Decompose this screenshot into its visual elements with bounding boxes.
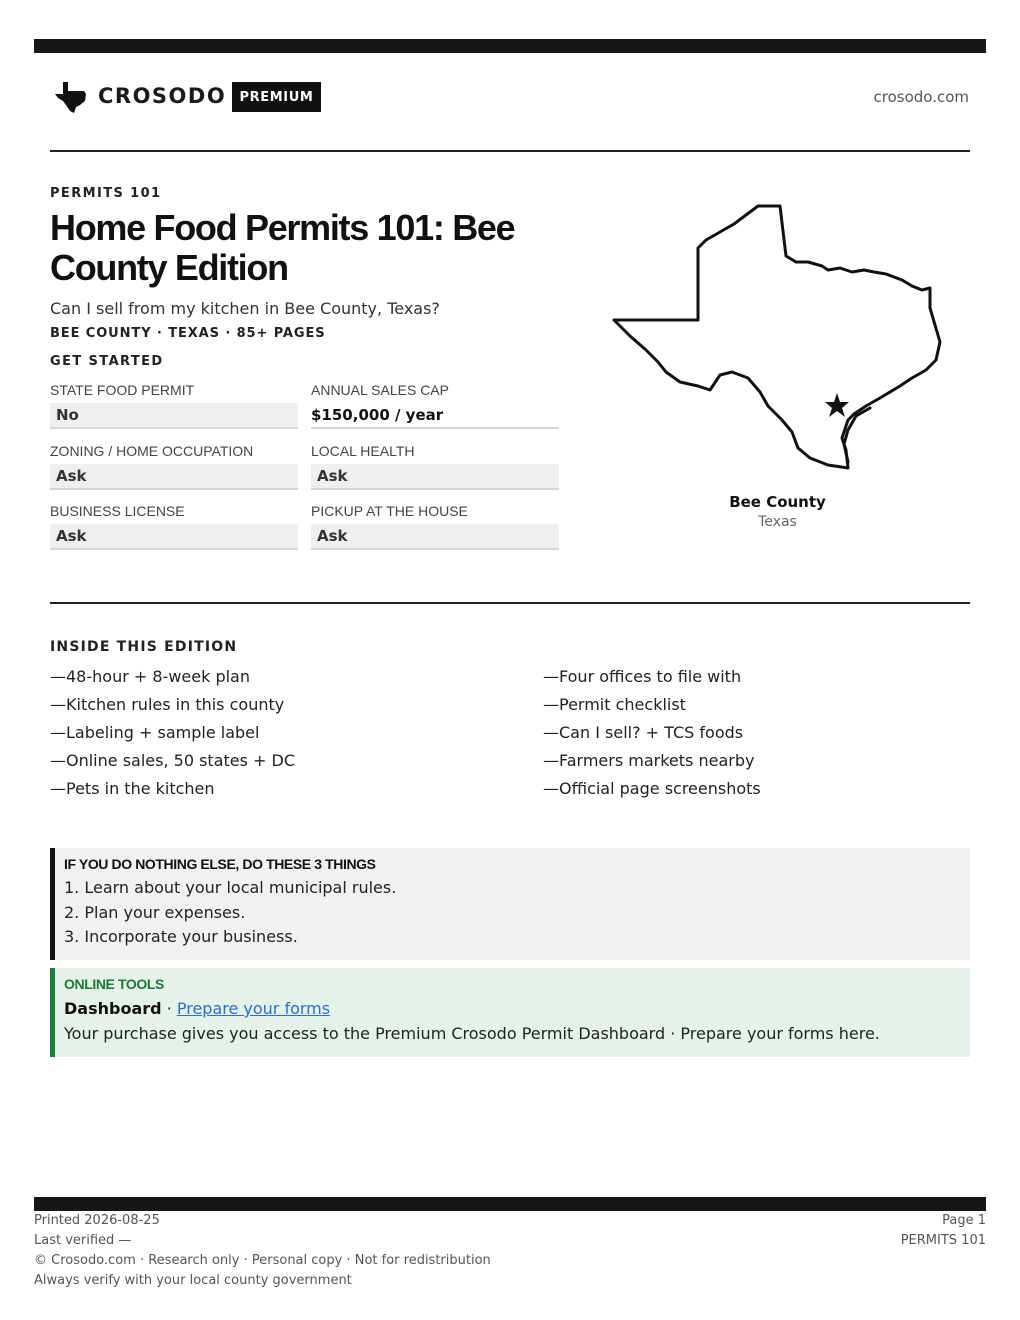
brand-logo[interactable]: [54, 80, 88, 114]
field-pickup: [311, 503, 559, 550]
callout-item: 2. Plan your expenses.: [64, 902, 246, 922]
field-state-food-permit: [50, 382, 298, 429]
premium-badge: PREMIUM: [232, 82, 321, 112]
bottom-bar: [34, 1197, 986, 1211]
priority-callout: [50, 848, 970, 960]
list-item: —Labeling + sample label: [50, 723, 260, 742]
footer-left: [34, 1211, 491, 1291]
page-subtitle: Can I sell from my kitchen in Bee County, Texas?: [50, 299, 440, 318]
page-meta: BEE COUNTY · TEXAS · 85+ PAGES: [50, 326, 326, 341]
section-divider: [50, 602, 970, 604]
footer-section: PERMITS 101: [900, 1233, 986, 1248]
section-kicker: PERMITS 101: [50, 186, 162, 201]
texas-map: [610, 200, 950, 484]
texas-star-icon: [54, 80, 88, 114]
footer-verified: Last verified —: [34, 1233, 132, 1248]
tools-description: Your purchase gives you access to the Premium Crosodo Permit Dashboard · Prepare your forms here.: [64, 1024, 880, 1043]
list-item: —Pets in the kitchen: [50, 779, 215, 798]
map-county-label: Bee County: [729, 493, 826, 511]
list-item: —Can I sell? + TCS foods: [543, 723, 744, 742]
field-zoning: [50, 443, 298, 490]
header-divider: [50, 150, 970, 152]
page-title: Home Food Permits 101: Bee County Edition: [50, 207, 515, 288]
footer-copyright: © Crosodo.com · Research only · Personal copy · Not for redistribution: [34, 1253, 491, 1268]
field-value: No: [50, 403, 298, 429]
list-item: —48-hour + 8-week plan: [50, 667, 250, 686]
site-url[interactable]: crosodo.com: [873, 88, 969, 106]
list-item: —Farmers markets nearby: [543, 751, 755, 770]
list-item: —Official page screenshots: [543, 779, 761, 798]
field-local-health: [311, 443, 559, 490]
field-label: ANNUAL SALES CAP: [311, 382, 449, 398]
field-value: $150,000 / year: [311, 403, 559, 429]
texas-outline-icon: [610, 200, 950, 480]
field-value: Ask: [311, 464, 559, 490]
field-value: Ask: [50, 524, 298, 550]
list-item: —Online sales, 50 states + DC: [50, 751, 296, 770]
field-business-license: [50, 503, 298, 550]
callout-heading: IF YOU DO NOTHING ELSE, DO THESE 3 THINGS: [64, 856, 376, 872]
tools-heading: ONLINE TOOLS: [64, 976, 164, 992]
page-number: Page 1: [942, 1213, 986, 1228]
list-item: —Kitchen rules in this county: [50, 695, 285, 714]
field-label: PICKUP AT THE HOUSE: [311, 503, 468, 519]
field-annual-sales-cap: [311, 382, 559, 429]
map-state-label: Texas: [758, 514, 797, 530]
inside-list-right: [543, 663, 761, 803]
top-bar: [34, 39, 986, 53]
field-label: LOCAL HEALTH: [311, 443, 415, 459]
prepare-forms-link[interactable]: Prepare your forms: [176, 999, 331, 1018]
field-label: BUSINESS LICENSE: [50, 503, 185, 519]
inside-heading: INSIDE THIS EDITION: [50, 639, 238, 655]
list-item: —Four offices to file with: [543, 667, 742, 686]
online-tools-panel: [50, 968, 970, 1057]
footer-verify-note: Always verify with your local county government: [34, 1273, 352, 1288]
dashboard-label: Dashboard: [64, 999, 162, 1018]
callout-item: 3. Incorporate your business.: [64, 927, 298, 946]
footer-right: [901, 1211, 986, 1251]
get-started-heading: GET STARTED: [50, 354, 164, 369]
field-label: STATE FOOD PERMIT: [50, 382, 195, 398]
tools-separator: ·: [161, 999, 177, 1018]
list-item: —Permit checklist: [543, 695, 686, 714]
callout-item: 1. Learn about your local municipal rules.: [64, 878, 397, 897]
inside-list-left: [50, 663, 295, 803]
county-star-icon: [825, 393, 849, 417]
field-value: Ask: [50, 464, 298, 490]
field-label: ZONING / HOME OCCUPATION: [50, 443, 254, 459]
field-value: Ask: [311, 524, 559, 550]
brand-name: CROSODO: [98, 84, 227, 108]
footer-printed: Printed 2026-08-25: [34, 1213, 160, 1228]
